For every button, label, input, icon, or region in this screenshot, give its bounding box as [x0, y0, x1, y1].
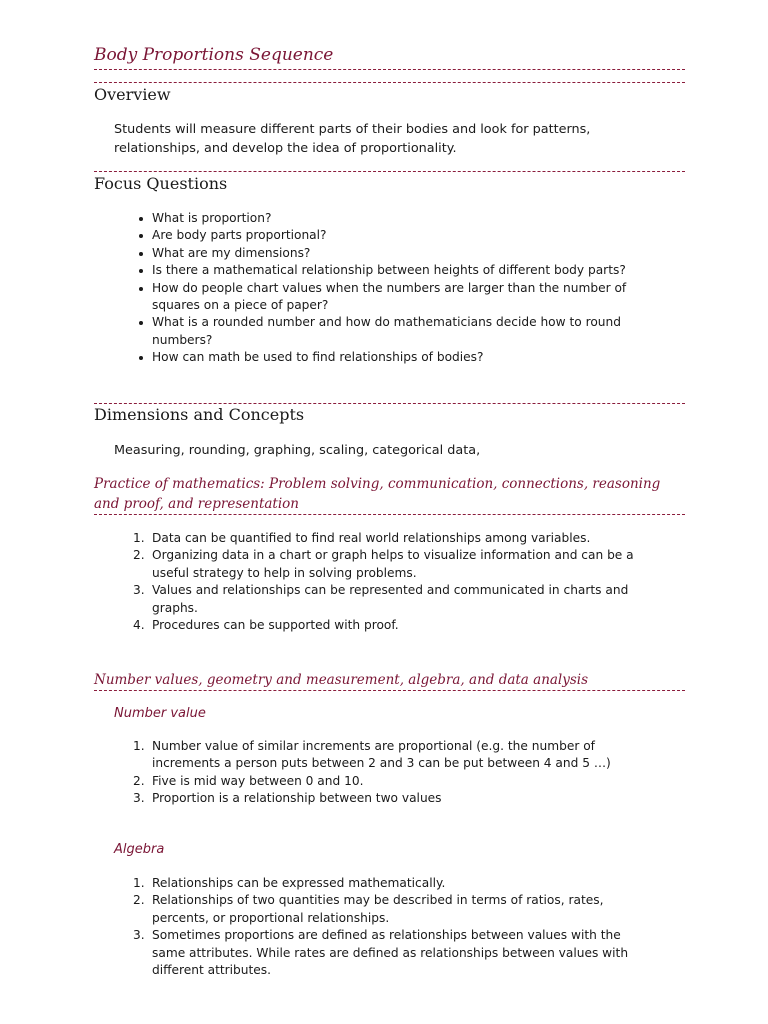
list-item: Organizing data in a chart or graph helps to visualize information and can be a useful strategy to help in solving problems. [152, 548, 634, 580]
dimensions-divider [94, 403, 685, 404]
number-values-heading: Number values, geometry and measurement, algebra, and data analysis [94, 672, 589, 688]
list-item: Relationships of two quantities may be described in terms of ratios, rates, percents, or proportional relationships. [152, 893, 604, 925]
number-value-heading: Number value [114, 706, 206, 721]
practice-divider [94, 514, 685, 515]
focus-question-list [152, 210, 642, 367]
list-item: Procedures can be supported with proof. [152, 618, 399, 633]
list-item: What are my dimensions? [152, 245, 642, 262]
document-title: Body Proportions Sequence [94, 45, 334, 65]
list-item: Is there a mathematical relationship between heights of different body parts? [152, 262, 642, 279]
list-item: How can math be used to find relationships of bodies? [152, 349, 642, 366]
list-item: Data can be quantified to find real world relationships among variables. [152, 531, 591, 545]
list-item: Values and relationships can be represented and communicated in charts and graphs. [152, 583, 629, 615]
focus-heading: Focus Questions [94, 174, 228, 193]
practice-heading: Practice of mathematics: Problem solving, communication, connections, reasoning and proof, and representation [94, 476, 661, 512]
number-values-divider [94, 690, 685, 691]
list-item: What is proportion? [152, 210, 642, 227]
overview-text: Students will measure different parts of their bodies and look for patterns, relationships, and develop the idea of proportionality. [114, 122, 591, 156]
algebra-list [152, 875, 642, 979]
list-item: Proportion is a relationship between two values [152, 791, 442, 806]
focus-divider [94, 171, 685, 172]
title-divider [94, 69, 685, 70]
list-item: Number value of similar increments are proportional (e.g. the number of increments a person puts between 2 and 3 can be put between 4 and 5 …) [152, 739, 611, 771]
practice-list [152, 530, 642, 634]
dimensions-text: Measuring, rounding, graphing, scaling, categorical data, [114, 443, 481, 458]
list-item: Are body parts proportional? [152, 227, 642, 244]
list-item: How do people chart values when the numbers are larger than the number of squares on a piece of paper? [152, 280, 642, 315]
dimensions-heading: Dimensions and Concepts [94, 405, 305, 424]
list-item: Five is mid way between 0 and 10. [152, 773, 364, 788]
list-item: What is a rounded number and how do mathematicians decide how to round numbers? [152, 314, 642, 349]
algebra-heading: Algebra [114, 842, 165, 857]
list-item: Sometimes proportions are defined as relationships between values with the same attributes. While rates are defined as relationships between values with different attributes. [152, 928, 629, 978]
overview-divider [94, 82, 685, 83]
number-value-list [152, 738, 642, 808]
list-item: Relationships can be expressed mathematically. [152, 876, 446, 890]
overview-heading: Overview [94, 85, 171, 104]
